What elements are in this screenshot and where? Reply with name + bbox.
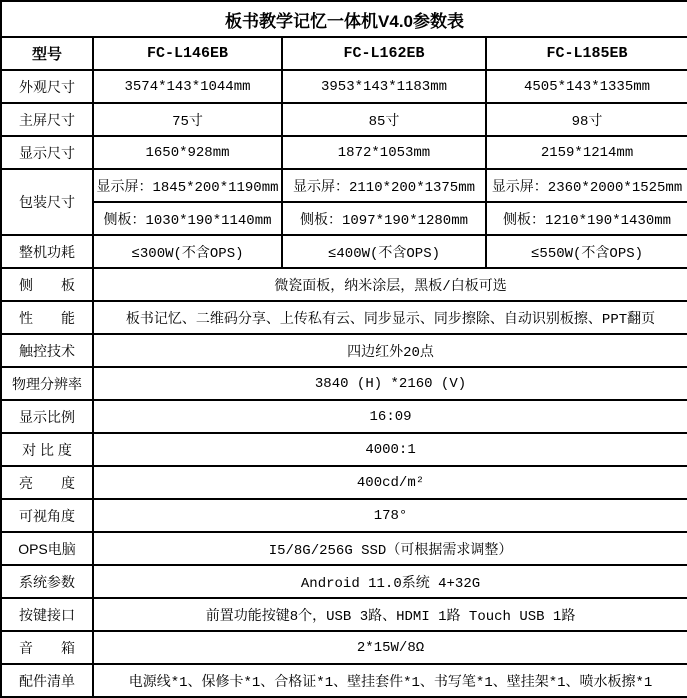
row-label-ops-pc: OPS电脑	[1, 532, 93, 565]
row-ports	[1, 598, 687, 631]
touch-value: 四边红外20点	[93, 334, 687, 367]
model-name-3: FC-L185EB	[486, 37, 687, 70]
title-row	[1, 1, 687, 37]
display-size-2: 1872*1053mm	[282, 136, 486, 169]
packaging-screen-3: 显示屏：2360*2000*1525mm	[486, 169, 687, 202]
aspect-ratio-value: 16:09	[93, 400, 687, 433]
accessories-value: 电源线*1、保修卡*1、合格证*1、壁挂套件*1、书写笔*1、壁挂架*1、喷水板擦*1	[93, 664, 687, 697]
row-label-display-size: 显示尺寸	[1, 136, 93, 169]
row-power	[1, 235, 687, 268]
row-main-screen	[1, 103, 687, 136]
main-screen-3: 98寸	[486, 103, 687, 136]
row-contrast	[1, 433, 687, 466]
main-screen-2: 85寸	[282, 103, 486, 136]
row-label-packaging: 包装尺寸	[1, 169, 93, 235]
packaging-screen-2: 显示屏：2110*200*1375mm	[282, 169, 486, 202]
row-viewing-angle	[1, 499, 687, 532]
row-system	[1, 565, 687, 598]
row-outer-size	[1, 70, 687, 103]
packaging-side-3: 侧板：1210*190*1430mm	[486, 202, 687, 235]
row-label-aspect-ratio: 显示比例	[1, 400, 93, 433]
display-size-1: 1650*928mm	[93, 136, 282, 169]
model-name-2: FC-L162EB	[282, 37, 486, 70]
row-label-touch: 触控技术	[1, 334, 93, 367]
row-label-model: 型号	[1, 37, 93, 70]
row-label-viewing-angle: 可视角度	[1, 499, 93, 532]
resolution-value: 3840 (H) *2160 (V)	[93, 367, 687, 400]
side-panel-value: 微瓷面板，纳米涂层，黑板/白板可选	[93, 268, 687, 301]
row-packaging-screen	[1, 169, 687, 202]
row-speaker	[1, 631, 687, 664]
row-label-performance: 性 能	[1, 301, 93, 334]
row-label-outer-size: 外观尺寸	[1, 70, 93, 103]
row-label-resolution: 物理分辨率	[1, 367, 93, 400]
viewing-angle-value: 178°	[93, 499, 687, 532]
row-label-system: 系统参数	[1, 565, 93, 598]
row-brightness	[1, 466, 687, 499]
row-display-size	[1, 136, 687, 169]
power-2: ≤400W(不含OPS)	[282, 235, 486, 268]
row-label-contrast: 对 比 度	[1, 433, 93, 466]
ports-value: 前置功能按键8个，USB 3路、HDMI 1路 Touch USB 1路	[93, 598, 687, 631]
outer-size-1: 3574*143*1044mm	[93, 70, 282, 103]
power-1: ≤300W(不含OPS)	[93, 235, 282, 268]
ops-pc-value: I5/8G/256G SSD（可根据需求调整）	[93, 532, 687, 565]
row-label-power: 整机功耗	[1, 235, 93, 268]
row-model	[1, 37, 687, 70]
speaker-value: 2*15W/8Ω	[93, 631, 687, 664]
row-label-accessories: 配件清单	[1, 664, 93, 697]
system-value: Android 11.0系统 4+32G	[93, 565, 687, 598]
row-label-main-screen: 主屏尺寸	[1, 103, 93, 136]
contrast-value: 4000:1	[93, 433, 687, 466]
outer-size-2: 3953*143*1183mm	[282, 70, 486, 103]
row-side-panel	[1, 268, 687, 301]
display-size-3: 2159*1214mm	[486, 136, 687, 169]
model-name-1: FC-L146EB	[93, 37, 282, 70]
row-aspect-ratio	[1, 400, 687, 433]
packaging-side-2: 侧板：1097*190*1280mm	[282, 202, 486, 235]
row-accessories	[1, 664, 687, 697]
row-resolution	[1, 367, 687, 400]
row-touch	[1, 334, 687, 367]
performance-value: 板书记忆、二维码分享、上传私有云、同步显示、同步擦除、自动识别板擦、PPT翻页	[93, 301, 687, 334]
power-3: ≤550W(不含OPS)	[486, 235, 687, 268]
page-title: 板书教学记忆一体机V4.0参数表	[1, 1, 687, 37]
brightness-value: 400cd/m²	[93, 466, 687, 499]
row-label-side-panel: 侧 板	[1, 268, 93, 301]
row-packaging-side	[1, 202, 687, 235]
outer-size-3: 4505*143*1335mm	[486, 70, 687, 103]
row-performance	[1, 301, 687, 334]
main-screen-1: 75寸	[93, 103, 282, 136]
packaging-side-1: 侧板：1030*190*1140mm	[93, 202, 282, 235]
packaging-screen-1: 显示屏：1845*200*1190mm	[93, 169, 282, 202]
row-label-ports: 按键接口	[1, 598, 93, 631]
row-ops-pc	[1, 532, 687, 565]
row-label-brightness: 亮 度	[1, 466, 93, 499]
row-label-speaker: 音 箱	[1, 631, 93, 664]
